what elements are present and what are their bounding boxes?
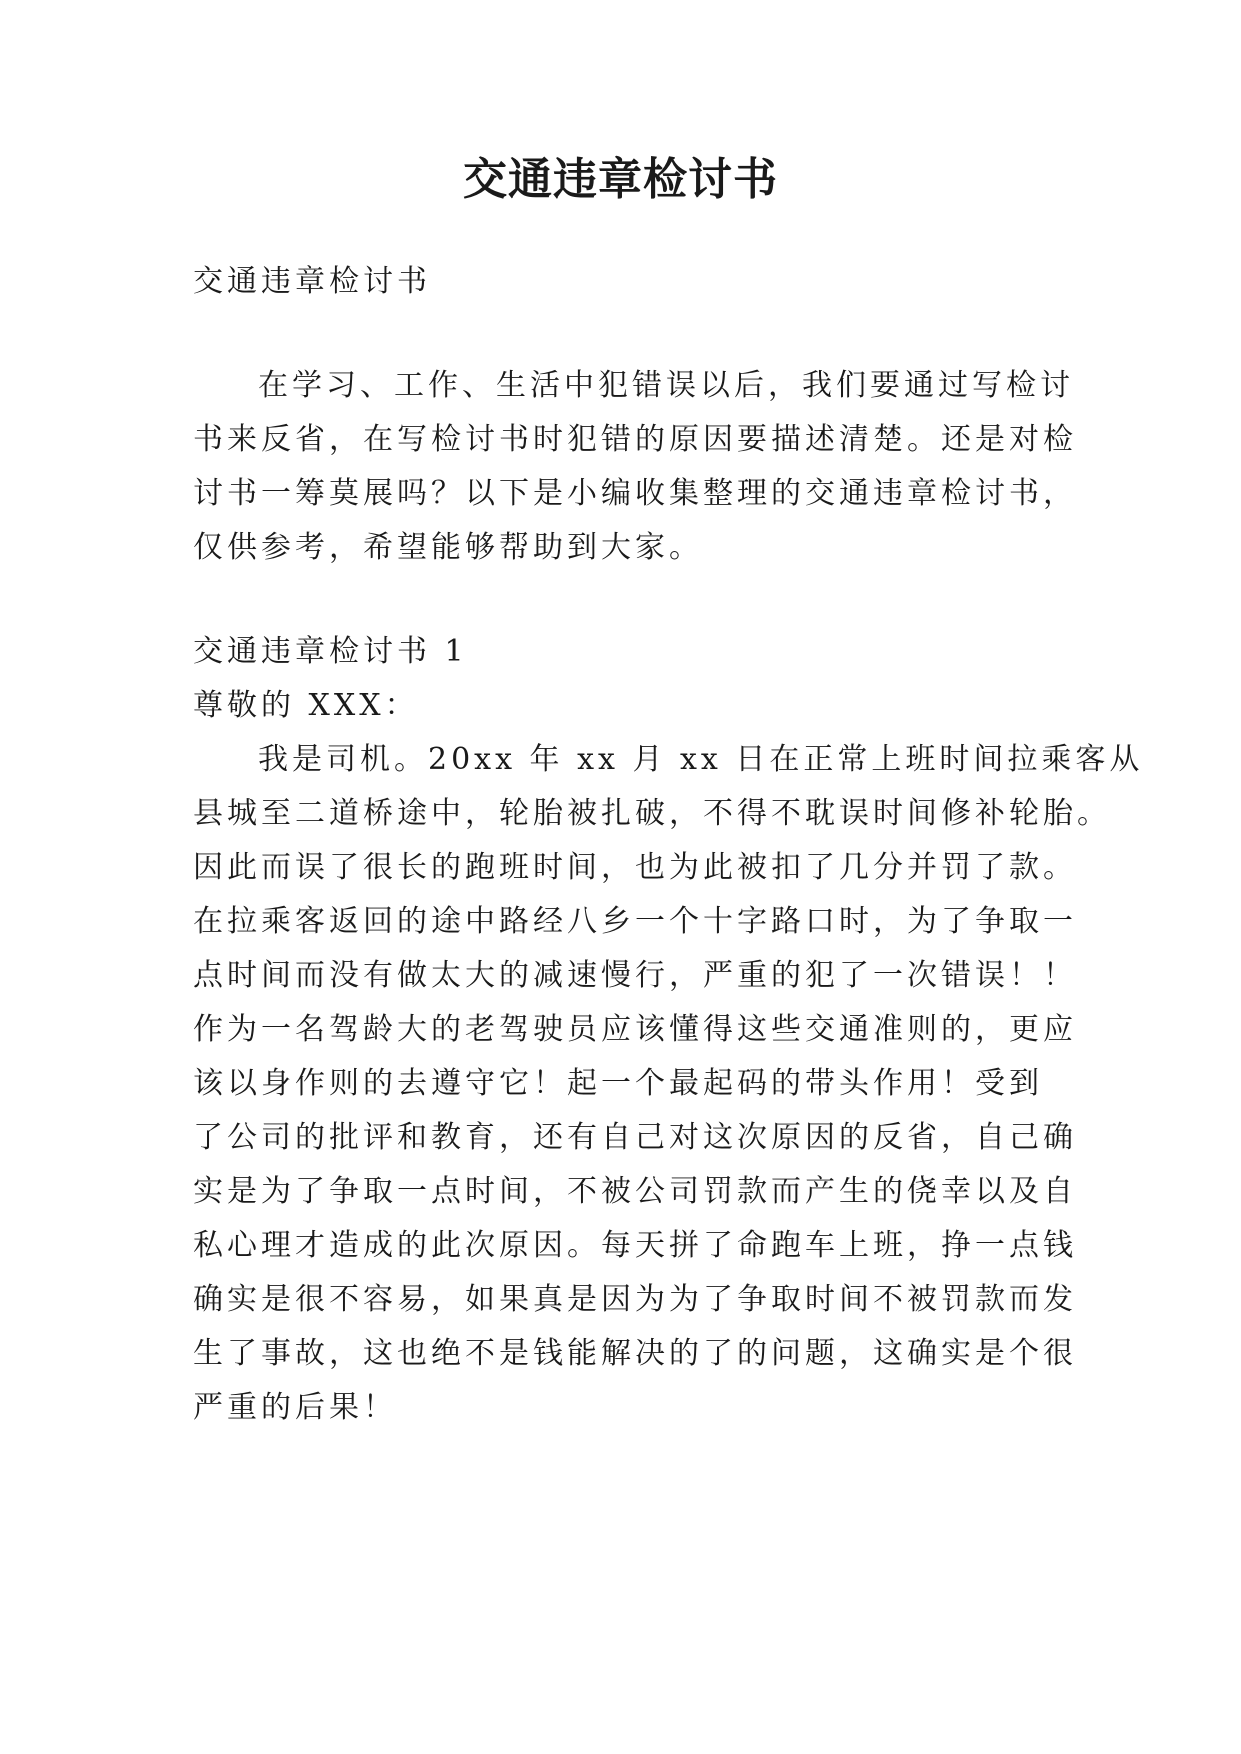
body-line: 私心理才造成的此次原因。每天拼了命跑车上班，挣一点钱 bbox=[193, 1228, 1077, 1263]
body-line: 严重的后果！ bbox=[193, 1390, 397, 1425]
body-line: 在拉乘客返回的途中路经八乡一个十字路口时，为了争取一 bbox=[193, 904, 1077, 939]
intro-line: 讨书一筹莫展吗？以下是小编收集整理的交通违章检讨书， bbox=[193, 476, 1077, 511]
intro-line: 在学习、工作、生活中犯错误以后，我们要通过写检讨 bbox=[258, 368, 1074, 403]
body-line: 实是为了争取一点时间，不被公司罚款而产生的侥幸以及自 bbox=[193, 1174, 1077, 1209]
section-heading: 交通违章检讨书 1 bbox=[193, 634, 468, 669]
body-line: 因此而误了很长的跑班时间，也为此被扣了几分并罚了款。 bbox=[193, 850, 1077, 885]
body-line: 作为一名驾龄大的老驾驶员应该懂得这些交通准则的，更应 bbox=[193, 1012, 1077, 1047]
document-subtitle: 交通违章检讨书 bbox=[193, 264, 431, 299]
body-line: 点时间而没有做太大的减速慢行，严重的犯了一次错误！！ bbox=[193, 958, 1077, 993]
body-line: 该以身作则的去遵守它！起一个最起码的带头作用！受到 bbox=[193, 1066, 1043, 1101]
body-line: 了公司的批评和教育，还有自己对这次原因的反省，自己确 bbox=[193, 1120, 1077, 1155]
body-line: 县城至二道桥途中，轮胎被扎破，不得不耽误时间修补轮胎。 bbox=[193, 796, 1111, 831]
document-title: 交通违章检讨书 bbox=[463, 154, 778, 205]
body-line: 生了事故，这也绝不是钱能解决的了的问题，这确实是个很 bbox=[193, 1336, 1077, 1371]
intro-line: 仅供参考，希望能够帮助到大家。 bbox=[193, 530, 703, 565]
body-line: 我是司机。20xx 年 xx 月 xx 日在正常上班时间拉乘客从 bbox=[258, 742, 1144, 777]
intro-line: 书来反省，在写检讨书时犯错的原因要描述清楚。还是对检 bbox=[193, 422, 1077, 457]
body-line: 确实是很不容易，如果真是因为为了争取时间不被罚款而发 bbox=[193, 1282, 1077, 1317]
salutation: 尊敬的 XXX： bbox=[193, 688, 419, 723]
